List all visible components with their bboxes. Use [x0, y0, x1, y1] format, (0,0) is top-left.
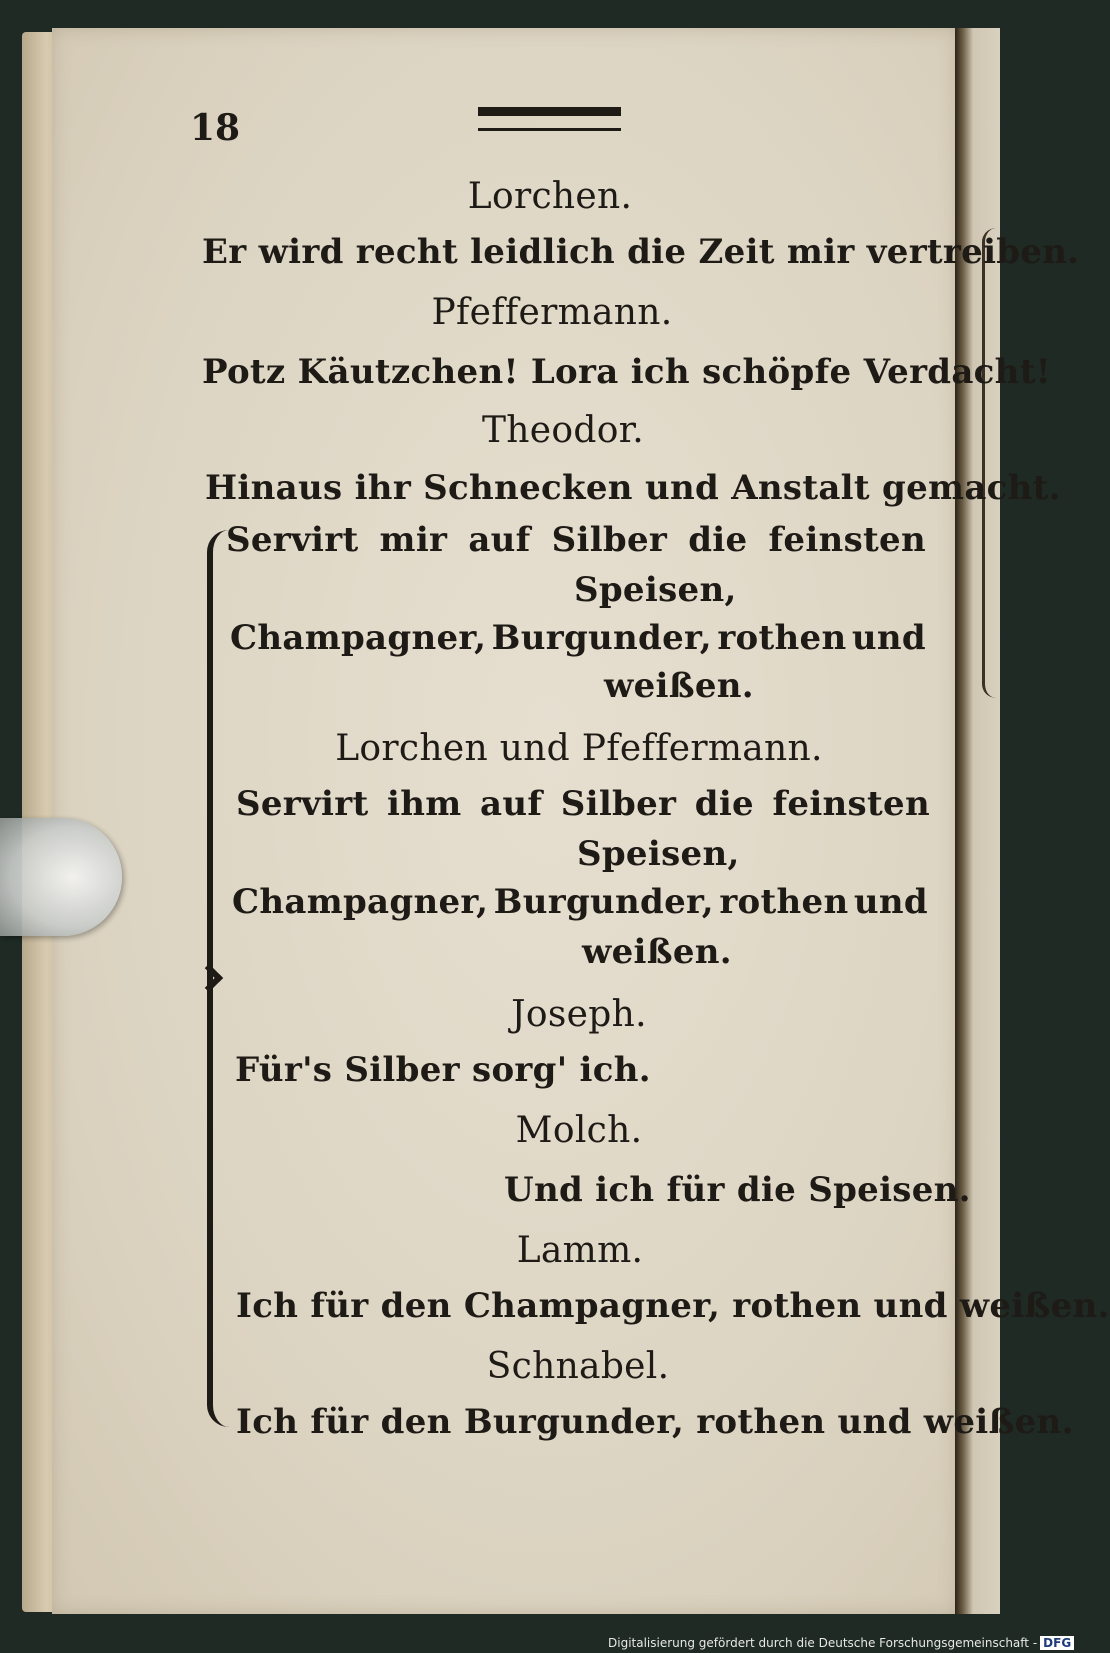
word: die	[694, 784, 754, 824]
verse-line-justified	[232, 882, 928, 922]
word: Burgunder,	[493, 882, 714, 922]
verse-continuation: weißen.	[582, 932, 732, 972]
word: Servirt	[236, 784, 369, 824]
header-rule-thick	[478, 107, 621, 116]
speaker-molch: Molch.	[515, 1110, 643, 1151]
word: Burgunder,	[491, 618, 712, 658]
word: rothen	[717, 618, 847, 658]
page-number: 18	[190, 107, 241, 149]
facing-page-brace	[982, 228, 1001, 698]
digitization-credit	[608, 1636, 1074, 1650]
verse-line: Und ich für die Speisen.	[504, 1170, 971, 1210]
word: auf	[468, 520, 531, 560]
speaker-pfeffermann: Pfeffermann.	[431, 292, 673, 333]
speaker-schnabel: Schnabel.	[486, 1346, 670, 1387]
word: Silber	[560, 784, 677, 824]
word: ihm	[386, 784, 462, 824]
verse-line-justified	[230, 618, 926, 658]
verse-line-justified	[236, 784, 930, 824]
verse-line: Potz Käutzchen! Lora ich schöpfe Verdacht!	[202, 352, 1051, 392]
verse-line-justified	[226, 520, 926, 560]
word: mir	[379, 520, 448, 560]
word: feinsten	[772, 784, 930, 824]
verse-continuation: Speisen,	[574, 570, 737, 610]
dfg-logo: DFG	[1040, 1636, 1074, 1650]
verse-line: Für's Silber sorg' ich.	[235, 1050, 651, 1090]
verse-line: Er wird recht leidlich die Zeit mir vertreiben.	[202, 232, 1080, 272]
verse-continuation: weißen.	[604, 666, 754, 706]
verse-line: Ich für den Champagner, rothen und weißen.	[236, 1286, 1110, 1326]
speaker-theodor: Theodor.	[482, 410, 644, 451]
verse-continuation: Speisen,	[577, 834, 740, 874]
speaker-lorchen: Lorchen.	[467, 176, 633, 217]
word: feinsten	[768, 520, 926, 560]
word: und	[851, 618, 926, 658]
word: und	[853, 882, 928, 922]
word: auf	[479, 784, 543, 824]
word: Champagner,	[232, 882, 489, 922]
word: rothen	[719, 882, 849, 922]
speaker-lorchen-und-pfeffermann: Lorchen und Pfeffermann.	[335, 728, 823, 769]
header-rule-thin	[478, 128, 621, 131]
word: Champagner,	[230, 618, 487, 658]
credit-text: Digitalisierung gefördert durch die Deutsche Forschungsgemeinschaft -	[608, 1636, 1038, 1650]
word: die	[688, 520, 748, 560]
word: Servirt	[226, 520, 359, 560]
speaker-lamm: Lamm.	[516, 1230, 644, 1271]
verse-line: Ich für den Burgunder, rothen und weißen.	[236, 1402, 1074, 1442]
page-clip	[0, 818, 122, 936]
word: Silber	[551, 520, 668, 560]
speaker-joseph: Joseph.	[511, 994, 647, 1035]
verse-line: Hinaus ihr Schnecken und Anstalt gemacht.	[205, 468, 1061, 508]
